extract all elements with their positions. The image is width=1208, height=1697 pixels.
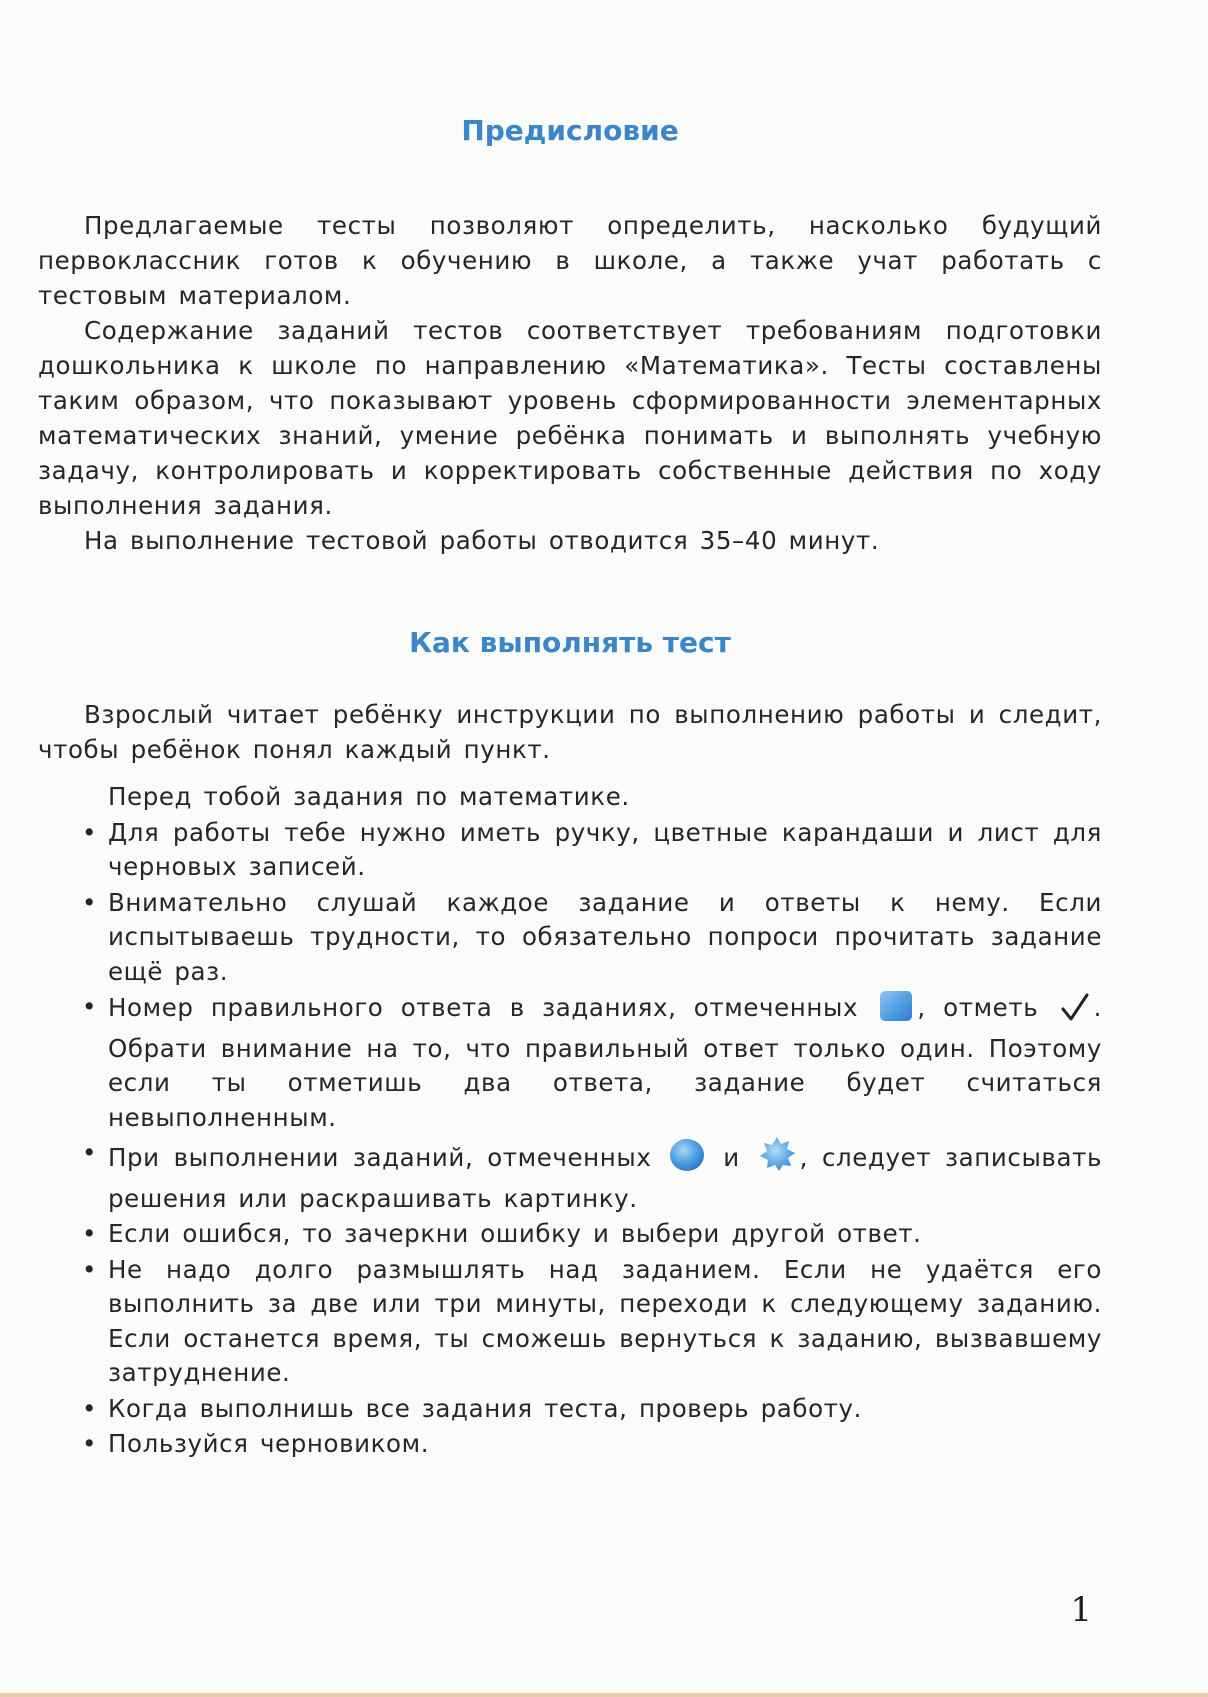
list-item [82,1217,1102,1252]
scan-edge [0,1693,1208,1697]
list-item-text: Пользуйся черновиком. [108,1429,430,1458]
bullet: • [82,992,98,1021]
foreword-body [38,208,1102,558]
list-item [82,816,1102,885]
foreword-title: Предисловие [461,114,679,147]
bullet: • [82,1393,98,1423]
bullet: • [82,1429,98,1458]
checkmark-icon [1060,992,1090,1032]
how-to-intro-text: Взрослый читает ребёнку инструкции по выполнению работы и следит, чтобы ребёнок понял каждый пункт. [38,700,1102,764]
list-item-text: и [723,1143,740,1172]
list-item-text: . Обрати внимание на то, что правильный ответ только один. Поэтому если ты отметишь два ответа, задание будет считаться невыполненным. [108,993,1102,1132]
list-item [82,886,1102,990]
list-item-text: Когда выполнишь все задания теста, проверь работу. [108,1393,863,1423]
list-item-text: Для работы тебе нужно иметь ручку, цветные карандаши и лист для черновых записей. [108,817,1102,881]
how-to-title: Как выполнять тест [409,626,731,659]
foreword-paragraph: Предлагаемые тесты позволяют определить, насколько будущий первоклассник готов к обучению в школе, а также учат работать с тестовым материалом. [38,211,1102,310]
blue-square-icon [879,990,913,1032]
list-item-text: При выполнении заданий, отмеченных [108,1143,652,1172]
instructions-lead: Перед тобой задания по математике. [108,782,630,811]
list-item [82,1427,1102,1462]
foreword-paragraph: Содержание заданий тестов соответствует требованиям подготовки дошкольника к школе по направлению «Математика». Тесты составлены таким образом, что показывают уровень сформированности элементарных математических знаний, умение ребёнка понимать и выполнять учебную задачу, контролировать и корректировать собственные действия по ходу выполнения задания. [38,316,1102,520]
list-item [82,990,1102,1135]
list-item-text: Номер правильного ответа в заданиях, отмеченных [108,993,859,1022]
instructions-list [82,816,1102,1462]
list-item [82,1392,1102,1427]
bullet: • [82,817,98,847]
blue-circle-icon [669,1138,705,1182]
instructions [82,780,1102,1463]
list-item-text: Внимательно слушай каждое задание и ответы к нему. Если испытываешь трудности, то обязательно попроси прочитать задание ещё раз. [108,887,1102,986]
bullet: • [82,1138,98,1167]
page-number: 1 [1070,1590,1092,1630]
bullet: • [82,887,98,917]
list-item [82,1136,1102,1216]
bullet: • [82,1219,98,1248]
list-item [82,1253,1102,1391]
list-item-text: Если ошибся, то зачеркни ошибку и выбери другой ответ. [108,1219,922,1248]
list-item-text: , следует записывать решения или раскрашивать картинку. [108,1143,1102,1213]
blue-star-icon [758,1136,796,1182]
bullet: • [82,1254,98,1284]
how-to-intro [38,697,1102,767]
foreword-paragraph: На выполнение тестовой работы отводится 35–40 минут. [84,526,880,555]
list-item-text: Не надо долго размышлять над заданием. Если не удаётся его выполнить за две или три минуты, переходи к следующему заданию. Если останется время, ты сможешь вернуться к заданию, вызвавшему затруднение. [108,1254,1102,1387]
list-item-text: , отметь [917,993,1039,1022]
